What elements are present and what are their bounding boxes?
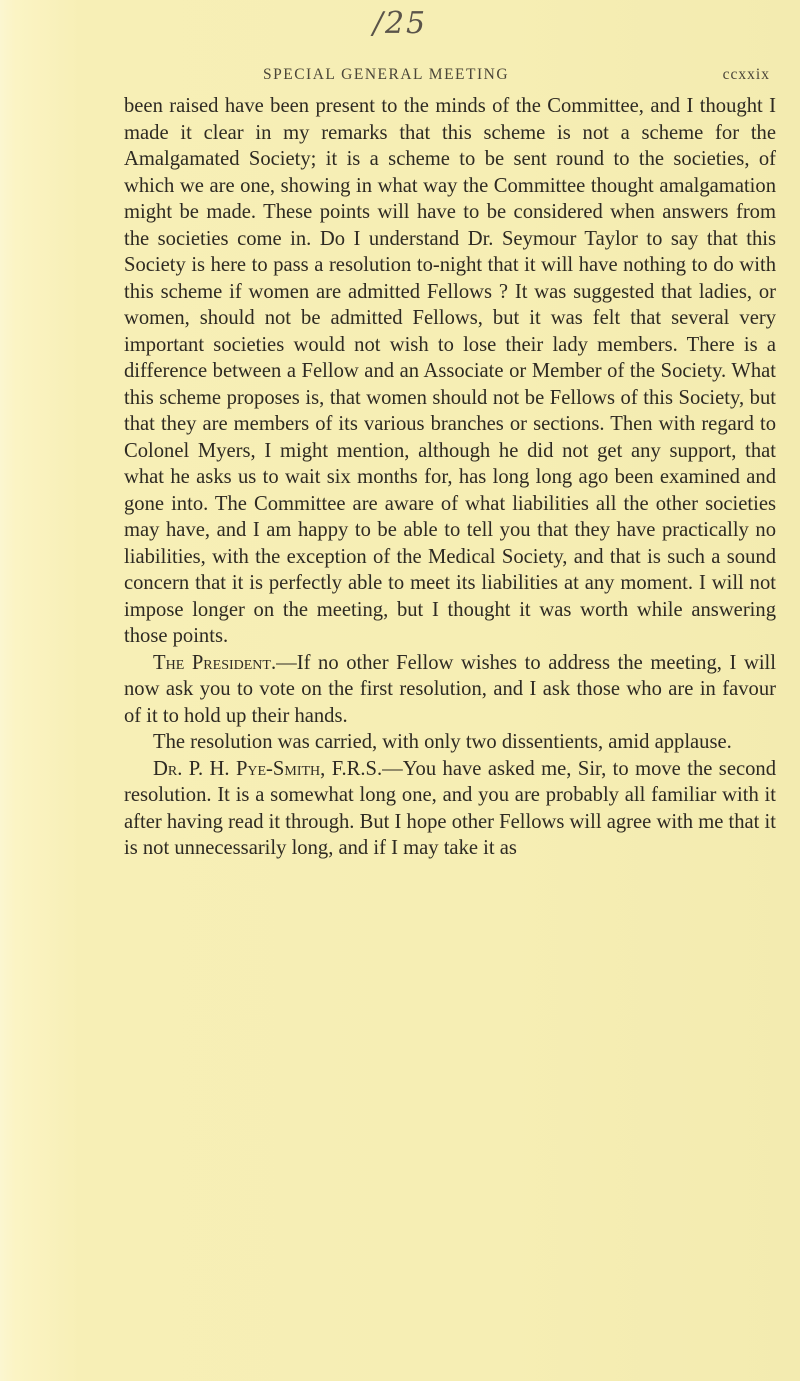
paragraph-text: —You have asked me, Sir, to move the second resolution. It is a somewhat long one, and you are probably all familiar with it after having read it through. But I hope other Fellows will agree with me that it is not unnecessarily long, and if I may take it as	[124, 757, 776, 859]
paragraph-text: been raised have been present to the minds of the Committee, and I thought I made it clear in my remarks that this scheme is not a scheme for the Amalgamated Society; it is a scheme to be sent round to the societies, of which we are one, showing in what way the Committee thought amalgamation might be made. These points will have to be considered when answers from the societies come in. Do I understand Dr. Seymour Taylor to say that this Society is here to pass a resolution to-night that it will have nothing to do with this scheme if women are admitted Fellows ? It was suggested that ladies, or women, should not be admitted Fellows, but it was felt that several very important societies would not wish to lose their lady members. There is a difference between a Fellow and an Associate or Member of the Society. What this scheme proposes is, that women should not be Fellows of this Society, but that they are members of its various branches or sections. Then with regard to Colonel Myers, I might mention, although he did not get any support, that what he asks us to wait six months for, has long long ago been examined and gone into. The Committee are aware of what liabilities all the other societies may have, and I am happy to be able to tell you that they have practically no liabilities, with the exception of the Medical Society, and that is such a sound concern that it is perfectly able to meet its liabilities at any moment. I will not impose longer on the meeting, but I thought it was worth while answering those points.	[124, 95, 776, 647]
paragraph-pye-smith	[124, 756, 776, 862]
running-head	[125, 66, 770, 90]
speaker-name: Dr. P. H. Pye-Smith, F.R.S.	[153, 757, 383, 780]
running-head-title: SPECIAL GENERAL MEETING	[263, 66, 510, 83]
paragraph-continuation	[124, 93, 776, 650]
speaker-name: The President.	[153, 651, 277, 674]
paragraph-resolution-carried	[124, 729, 776, 756]
paragraph-text: The resolution was carried, with only two dissentients, amid applause.	[153, 731, 732, 753]
paragraph-president	[124, 650, 776, 730]
paragraph-text: —If no other Fellow wishes to address the meeting, I will now ask you to vote on the first resolution, and I ask those who are in favour of it to hold up their hands.	[124, 651, 776, 727]
body-text	[124, 93, 776, 862]
handwritten-margin-note: /25	[372, 6, 428, 41]
page-number: ccxxix	[722, 66, 770, 83]
